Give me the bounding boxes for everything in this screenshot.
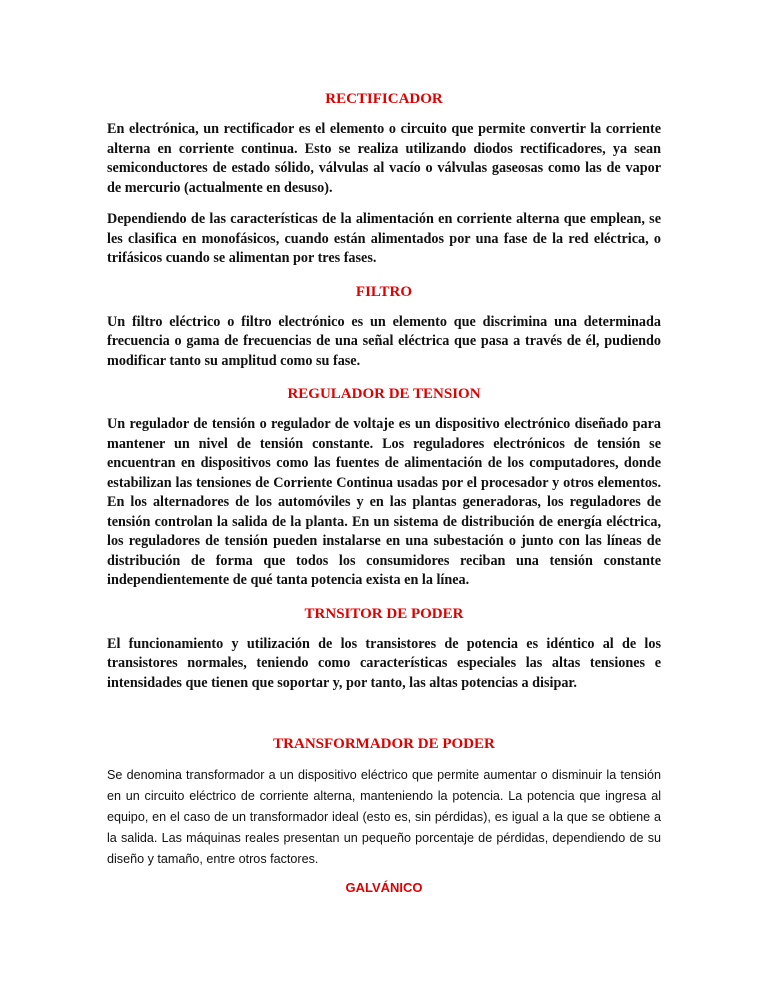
paragraph-rectificador-1: En electrónica, un rectificador es el elemento o circuito que permite convertir la corriente alterna en corriente continua. Esto se realiza utilizando diodos rectificadores, ya sean semiconductores de estado sólido, válvulas al vacío o válvulas gaseosas como las de vapor de mercurio (actualmente en desuso). [107,121,661,196]
heading-rectificador: RECTIFICADOR [325,91,443,107]
heading-filtro: FILTRO [355,283,413,300]
document-page [107,88,661,898]
paragraph-rectificador-2: Dependiendo de las características de la alimentación en corriente alterna que emplean, se les clasifica en monofásicos, cuando están alimentados por una fase de la red eléctrica, o trifásicos cuando se alimentan por tres fases. [107,211,661,266]
heading-transistor: TRNSITOR DE PODER [304,605,464,622]
paragraph-regulador: Un regulador de tensión o regulador de voltaje es un dispositivo electrónico diseñado para mantener un nivel de tensión constante. Los reguladores electrónicos de tensión se encuentran en dispositivos como las fuentes de alimentación de los computadores, donde estabilizan las tensiones de Corriente Continua usadas por el procesador y otros elementos. En los alternadores de los automóviles y en las plantas generadoras, los reguladores de tensión controlan la salida de la planta. En un sistema de distribución de energía eléctrica, los reguladores de tensión pueden instalarse en una subestación o junto con las líneas de distribución de forma que todos los consumidores reciban una tensión constante independientemente de qué tanta potencia exista en la línea. [107,416,661,588]
heading-regulador: REGULADOR DE TENSION [287,386,481,402]
paragraph-filtro: Un filtro eléctrico o filtro electrónico es un elemento que discrimina una determinada frecuencia o gama de frecuencias de una señal eléctrica que pasa a través de él, pudiendo modificar tanto su amplitud como su fase. [107,313,661,369]
paragraph-transformador: Se denomina transformador a un dispositivo eléctrico que permite aumentar o disminuir la tensión en un circuito eléctrico de corriente alterna, manteniendo la potencia. La potencia que ingresa al equipo, en el caso de un transformador ideal (esto es, sin pérdidas), es igual a la que se obtiene a la salida. Las máquinas reales presentan un pequeño porcentaje de pérdidas, dependiendo de su diseño y tamaño, entre otros factores. [107,768,661,866]
heading-transformador: TRANSFORMADOR DE PODER [273,736,495,752]
paragraph-transistor: El funcionamiento y utilización de los transistores de potencia es idéntico al de los transistores normales, teniendo como características especiales las altas tensiones e intensidades que tienen que soportar y, por tanto, las altas potencias a disipar. [107,635,661,691]
spacer [107,705,661,733]
heading-galvanico: GALVÁNICO [345,880,423,895]
